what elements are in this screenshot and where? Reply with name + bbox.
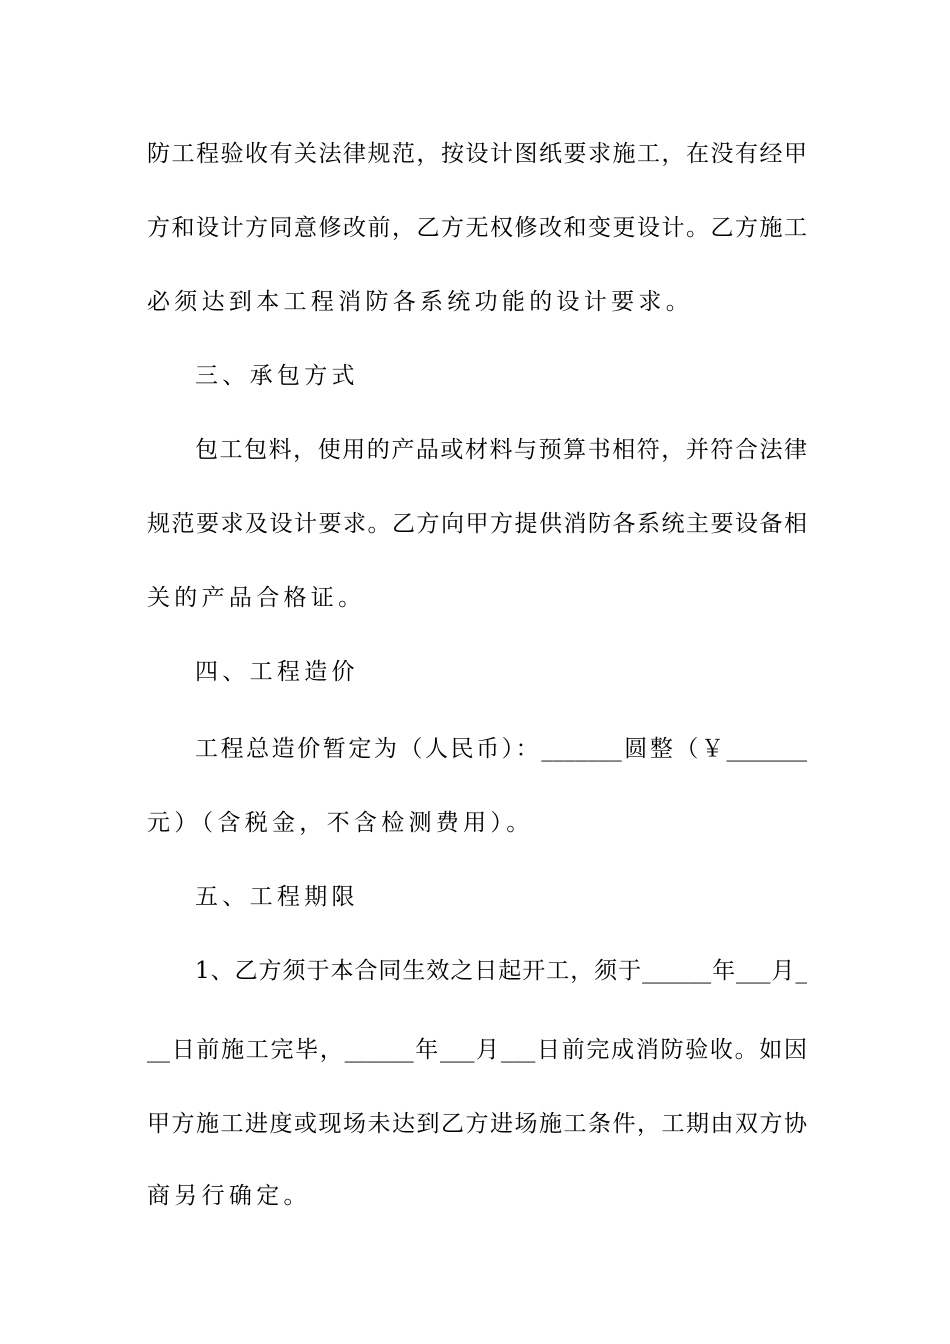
paragraph-line: 包工包料，使用的产品或材料与预算书相符，并符合法律 [195, 437, 807, 463]
paragraph-line: 防工程验收有关法律规范，按设计图纸要求施工，在没有经甲 [147, 141, 807, 167]
paragraph-line: 规范要求及设计要求。乙方向甲方提供消防各系统主要设备相 [147, 511, 807, 537]
section-heading: 五、工程期限 [195, 884, 359, 910]
paragraph-line: 方和设计方同意修改前，乙方无权修改和变更设计。乙方施工 [147, 215, 807, 241]
paragraph-line: 甲方施工进度或现场未达到乙方进场施工条件，工期由双方协 [147, 1111, 807, 1137]
section-heading: 四、工程造价 [195, 659, 359, 685]
section-heading: 三、承包方式 [195, 363, 359, 389]
paragraph-line: 必须达到本工程消防各系统功能的设计要求。 [147, 289, 693, 315]
paragraph-line: 1、乙方须于本合同生效之日起开工，须于______年___月_ [195, 958, 807, 984]
paragraph-line: 元）（含税金，不含检测费用）。 [147, 810, 534, 836]
paragraph-line: 商另行确定。 [147, 1183, 311, 1209]
paragraph-line: __日前施工完毕，______年___月___日前完成消防验收。如因 [147, 1037, 807, 1063]
paragraph-line: 关的产品合格证。 [147, 585, 366, 611]
paragraph-line: 工程总造价暂定为（人民币）：_______圆整（￥_______ [195, 736, 807, 762]
